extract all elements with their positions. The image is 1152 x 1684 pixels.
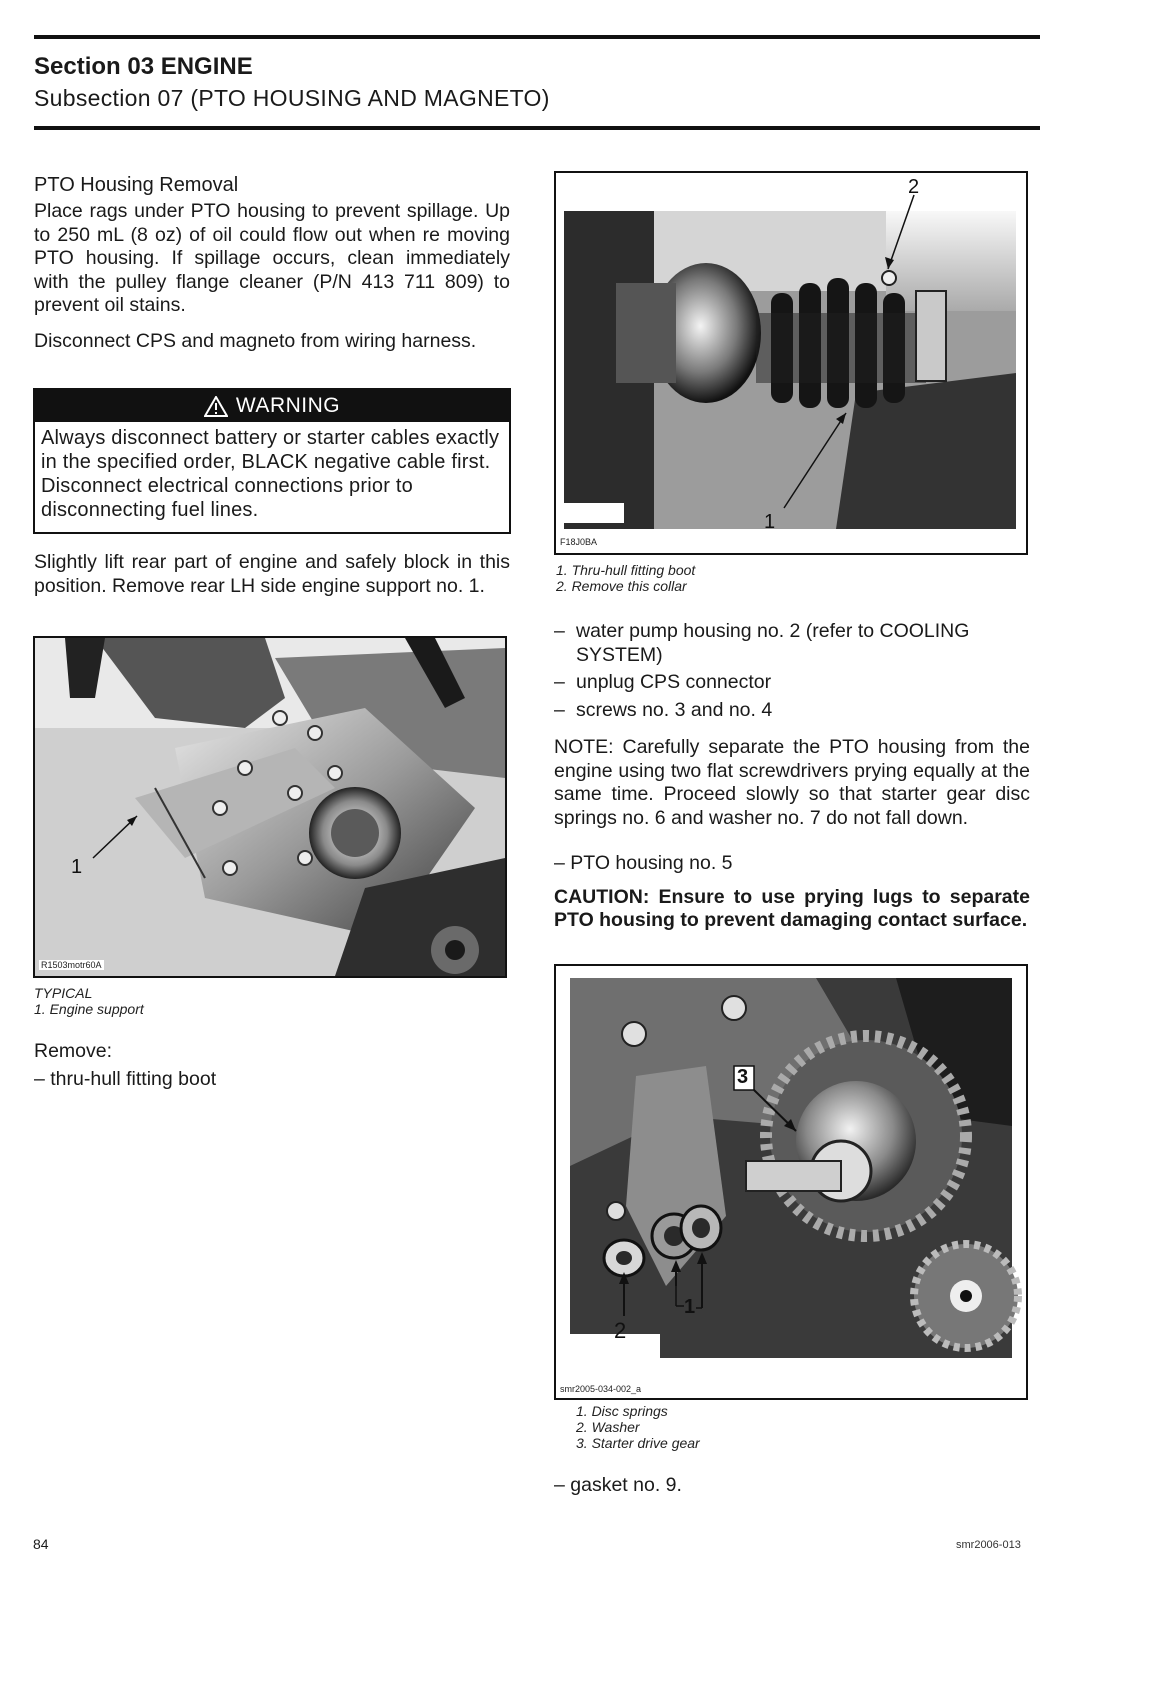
remove-item-boot: – thru-hull fitting boot	[34, 1068, 217, 1090]
fig2-code: F18J0BA	[560, 537, 598, 547]
pto-housing-item: – PTO housing no. 5	[554, 852, 733, 874]
fig2-caption-item-1: 1. Thru-hull fitting boot	[556, 562, 696, 578]
list-item: – water pump housing no. 2 (refer to COOLING SYSTEM)	[554, 620, 1030, 667]
fig3-code: smr2005-034-002_a	[560, 1384, 642, 1394]
figure-starter-gear	[554, 964, 1028, 1400]
fig3-callout-2: 2	[614, 1318, 627, 1343]
disconnect-paragraph: Disconnect CPS and magneto from wiring harness.	[34, 330, 477, 352]
engine-support-paragraph: Slightly lift rear part of engine and safely block in this position. Remove rear LH side engine support no. 1.	[34, 551, 510, 597]
spillage-paragraph: Place rags under PTO housing to prevent spillage. Up to 250 mL (8 oz) of oil could flow out when re moving PTO housing. If spillage occurs, clean immediately with the pulley flange cleaner (P/N 413 711 809) to prevent oil stains.	[34, 200, 510, 316]
subsection-title: Subsection 07 (PTO HOUSING AND MAGNETO)	[34, 85, 550, 111]
warning-header	[35, 390, 509, 422]
section-title: Section 03 ENGINE	[34, 53, 253, 80]
fig1-caption-item: 1. Engine support	[34, 1001, 144, 1017]
fig3-caption	[576, 1403, 700, 1451]
pto-removal-heading: PTO Housing Removal	[34, 174, 239, 196]
warning-text: Always disconnect battery or starter cables exactly in the specified order, BLACK negative cable first. Disconnect electrical connections prior to disconnecting fuel lines.	[41, 427, 500, 521]
figure-thru-hull-boot	[554, 171, 1028, 555]
fig3-callout-1: 1	[684, 1296, 696, 1318]
caution-paragraph: CAUTION: Ensure to use prying lugs to separate PTO housing to prevent damaging contact surface.	[554, 886, 1030, 931]
list-item: – unplug CPS connector	[554, 671, 1030, 695]
header-rule-top	[34, 35, 1040, 39]
fig1-callout-1: 1	[71, 856, 83, 878]
header-rule-bottom	[34, 126, 1040, 130]
fig2-caption	[556, 562, 695, 594]
fig2-callout-2: 2	[908, 176, 920, 198]
fig1-caption-title: TYPICAL	[34, 985, 93, 1001]
figure-engine-support	[33, 636, 507, 978]
fig3-callout-3: 3	[737, 1066, 749, 1088]
gasket-item: – gasket no. 9.	[554, 1474, 682, 1496]
warning-title: WARNING	[235, 394, 341, 417]
engine-support-photo	[35, 638, 505, 976]
removal-steps-list	[554, 620, 1030, 726]
starter-gear-photo	[556, 966, 1026, 1398]
fig3-caption-item-3: 3. Starter drive gear	[576, 1435, 700, 1451]
list-item: – screws no. 3 and no. 4	[554, 699, 1030, 723]
warning-box	[33, 388, 511, 534]
warning-triangle-icon	[204, 396, 228, 417]
page-number: 84	[33, 1536, 49, 1552]
thru-hull-boot-photo	[556, 173, 1026, 553]
fig3-caption-item-1: 1. Disc springs	[576, 1403, 668, 1419]
fig3-caption-item-2: 2. Washer	[576, 1419, 640, 1435]
remove-heading: Remove:	[34, 1040, 113, 1062]
note-paragraph: NOTE: Carefully separate the PTO housing from the engine using two flat screwdrivers prying equally at the same time. Proceed slowly so that starter gear disc springs no. 6 and washer no. 7 do not fall down.	[554, 736, 1030, 829]
fig2-caption-item-2: 2. Remove this collar	[556, 578, 687, 594]
fig1-code: R1503motr60A	[41, 960, 102, 970]
document-code: smr2006-013	[956, 1539, 1021, 1551]
fig2-callout-1: 1	[764, 511, 776, 533]
